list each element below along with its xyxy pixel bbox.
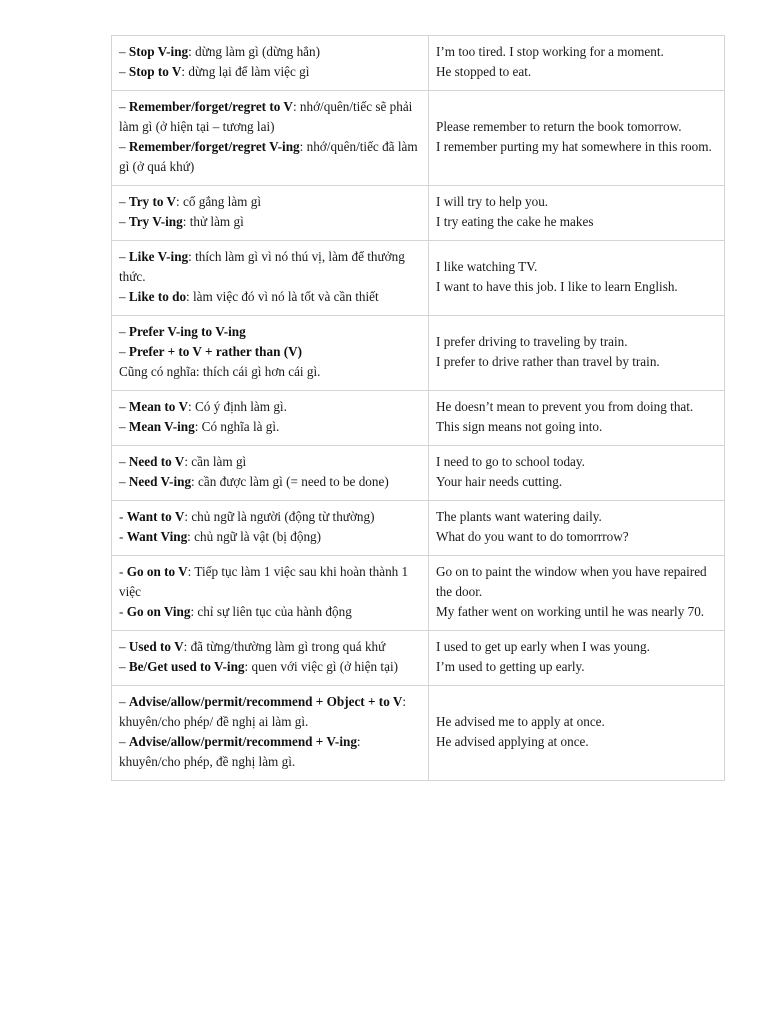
rule-meaning: : nhớ/quên/tiếc sẽ phải làm gì (ở hiện tại – tương lai) xyxy=(119,99,413,134)
rule-meaning: : quen với việc gì (ở hiện tại) xyxy=(244,659,399,674)
rule-meaning: : cần làm gì xyxy=(184,454,247,469)
rule-pattern: Prefer + to V + rather than (V) xyxy=(128,344,303,359)
example-sentence: I’m used to getting up early. xyxy=(436,659,585,674)
example-cell xyxy=(429,36,725,91)
rule-meaning: : chủ ngữ là vật (bị động) xyxy=(187,529,322,544)
example-sentence: I prefer driving to traveling by train. xyxy=(436,334,628,349)
grammar-table xyxy=(111,35,725,781)
example-sentence: Your hair needs cutting. xyxy=(436,474,563,489)
rule-line xyxy=(119,192,421,212)
example-sentence: He advised me to apply at once. xyxy=(436,714,605,729)
rule-bullet: – xyxy=(119,64,129,79)
rule-bullet: – xyxy=(119,249,129,264)
rule-bullet: – xyxy=(119,214,129,229)
rule-pattern: Try V-ing xyxy=(128,214,183,229)
table-row xyxy=(112,36,725,91)
example-cell xyxy=(429,686,725,781)
rule-pattern: Want Ving xyxy=(126,529,188,544)
example-sentence: Please remember to return the book tomorrow. xyxy=(436,119,682,134)
table-row xyxy=(112,316,725,391)
rule-pattern: Go on Ving xyxy=(126,604,191,619)
rule-meaning: : nhớ/quên/tiếc đã làm gì (ở quá khứ) xyxy=(119,139,418,174)
rule-pattern: Need V-ing xyxy=(128,474,192,489)
rule-line xyxy=(119,247,421,287)
example-sentence: I like watching TV. xyxy=(436,259,538,274)
rule-cell xyxy=(112,91,429,186)
rule-pattern: Mean to V xyxy=(128,399,188,414)
example-cell xyxy=(429,556,725,631)
rule-pattern: Remember/forget/regret V-ing xyxy=(128,139,300,154)
rule-bullet: - xyxy=(119,564,127,579)
table-row xyxy=(112,91,725,186)
example-cell xyxy=(429,631,725,686)
rule-pattern: Prefer V-ing to V-ing xyxy=(128,324,246,339)
rule-bullet: - xyxy=(119,529,127,544)
table-row xyxy=(112,391,725,446)
table-row xyxy=(112,556,725,631)
example-cell xyxy=(429,91,725,186)
rule-pattern: Mean V-ing xyxy=(128,419,195,434)
rule-meaning: Cũng có nghĩa: thích cái gì hơn cái gì. xyxy=(119,364,321,379)
rule-pattern: Go on to V xyxy=(126,564,188,579)
rule-line xyxy=(119,507,421,527)
example-sentence: I try eating the cake he makes xyxy=(436,214,594,229)
rule-meaning: : thích làm gì vì nó thú vị, làm để thưởng thức. xyxy=(119,249,405,284)
rule-line xyxy=(119,342,421,362)
table-row xyxy=(112,446,725,501)
example-sentence: He doesn’t mean to prevent you from doing that. xyxy=(436,399,694,414)
example-cell xyxy=(429,241,725,316)
example-sentence: This sign means not going into. xyxy=(436,419,603,434)
rule-cell xyxy=(112,391,429,446)
rule-pattern: Stop V-ing xyxy=(128,44,189,59)
example-sentence: I remember purting my hat somewhere in this room. xyxy=(436,139,712,154)
example-sentence: I will try to help you. xyxy=(436,194,549,209)
rule-bullet: – xyxy=(119,344,129,359)
example-sentence: My father went on working until he was nearly 70. xyxy=(436,604,705,619)
rule-meaning: : cố gắng làm gì xyxy=(176,194,261,209)
table-row xyxy=(112,186,725,241)
example-sentence: I prefer to drive rather than travel by train. xyxy=(436,354,660,369)
rule-pattern: Stop to V xyxy=(128,64,182,79)
rule-meaning: : dừng làm gì (dừng hẳn) xyxy=(188,44,321,59)
example-sentence: He advised applying at once. xyxy=(436,734,589,749)
example-cell xyxy=(429,446,725,501)
example-sentence: I want to have this job. I like to learn English. xyxy=(436,279,678,294)
rule-line xyxy=(119,527,421,547)
rule-meaning: : Có ý định làm gì. xyxy=(187,399,287,414)
rule-meaning: : thử làm gì xyxy=(182,214,244,229)
rule-meaning: : Tiếp tục làm 1 việc sau khi hoàn thành 1 việc xyxy=(119,564,409,599)
rule-bullet: – xyxy=(119,139,129,154)
rule-line xyxy=(119,657,421,677)
rule-bullet: – xyxy=(119,454,129,469)
example-sentence: He stopped to eat. xyxy=(436,64,532,79)
rule-bullet: – xyxy=(119,694,129,709)
rule-line xyxy=(119,362,421,382)
rule-cell xyxy=(112,631,429,686)
rule-cell xyxy=(112,241,429,316)
rule-pattern: Like to do xyxy=(128,289,187,304)
rule-bullet: – xyxy=(119,99,129,114)
rule-meaning: : dừng lại để làm việc gì xyxy=(181,64,310,79)
rule-pattern: Want to V xyxy=(126,509,185,524)
rule-pattern: Used to V xyxy=(128,639,184,654)
rule-bullet: – xyxy=(119,734,129,749)
rule-bullet: – xyxy=(119,419,129,434)
rule-bullet: - xyxy=(119,604,127,619)
rule-pattern: Try to V xyxy=(128,194,177,209)
rule-cell xyxy=(112,186,429,241)
rule-bullet: – xyxy=(119,44,129,59)
rule-cell xyxy=(112,501,429,556)
rule-line xyxy=(119,692,421,732)
rule-line xyxy=(119,637,421,657)
rule-cell xyxy=(112,556,429,631)
grammar-table-body xyxy=(112,36,725,781)
rule-line xyxy=(119,97,421,137)
rule-line xyxy=(119,602,421,622)
rule-bullet: – xyxy=(119,474,129,489)
example-sentence: The plants want watering daily. xyxy=(436,509,602,524)
rule-pattern: Need to V xyxy=(128,454,185,469)
example-sentence: I used to get up early when I was young. xyxy=(436,639,650,654)
rule-cell xyxy=(112,686,429,781)
rule-cell xyxy=(112,36,429,91)
table-row xyxy=(112,631,725,686)
example-cell xyxy=(429,186,725,241)
example-sentence: What do you want to do tomorrrow? xyxy=(436,529,629,544)
rule-line xyxy=(119,452,421,472)
rule-line xyxy=(119,287,421,307)
rule-meaning: : chỉ sự liên tục của hành động xyxy=(190,604,352,619)
rule-line xyxy=(119,42,421,62)
rule-line xyxy=(119,322,421,342)
rule-cell xyxy=(112,316,429,391)
rule-bullet: – xyxy=(119,659,129,674)
rule-line xyxy=(119,137,421,177)
rule-meaning: : đã từng/thường làm gì trong quá khứ xyxy=(183,639,386,654)
rule-meaning: : làm việc đó vì nó là tốt và cần thiết xyxy=(186,289,379,304)
example-cell xyxy=(429,501,725,556)
example-sentence: I’m too tired. I stop working for a moment. xyxy=(436,44,664,59)
rule-bullet: – xyxy=(119,194,129,209)
rule-pattern: Advise/allow/permit/recommend + Object + to V xyxy=(128,694,403,709)
example-cell xyxy=(429,391,725,446)
table-row xyxy=(112,501,725,556)
rule-bullet: – xyxy=(119,324,129,339)
rule-bullet: – xyxy=(119,639,129,654)
rule-line xyxy=(119,62,421,82)
example-sentence: Go on to paint the window when you have repaired the door. xyxy=(436,564,707,599)
rule-meaning: : chủ ngữ là người (động từ thường) xyxy=(184,509,375,524)
table-row xyxy=(112,686,725,781)
example-cell xyxy=(429,316,725,391)
rule-meaning: : khuyên/cho phép, đề nghị làm gì. xyxy=(119,734,361,769)
rule-line xyxy=(119,562,421,602)
example-sentence: I need to go to school today. xyxy=(436,454,585,469)
rule-pattern: Be/Get used to V-ing xyxy=(128,659,245,674)
rule-meaning: : cần được làm gì (= need to be done) xyxy=(191,474,389,489)
table-row xyxy=(112,241,725,316)
rule-line xyxy=(119,417,421,437)
rule-line xyxy=(119,472,421,492)
rule-meaning: : Có nghĩa là gì. xyxy=(194,419,280,434)
rule-bullet: - xyxy=(119,509,127,524)
rule-line xyxy=(119,212,421,232)
rule-line xyxy=(119,397,421,417)
rule-bullet: – xyxy=(119,399,129,414)
rule-line xyxy=(119,732,421,772)
rule-meaning: : khuyên/cho phép/ đề nghị ai làm gì. xyxy=(119,694,407,729)
rule-pattern: Remember/forget/regret to V xyxy=(128,99,293,114)
rule-cell xyxy=(112,446,429,501)
rule-pattern: Like V-ing xyxy=(128,249,189,264)
rule-bullet: – xyxy=(119,289,129,304)
rule-pattern: Advise/allow/permit/recommend + V-ing xyxy=(128,734,357,749)
